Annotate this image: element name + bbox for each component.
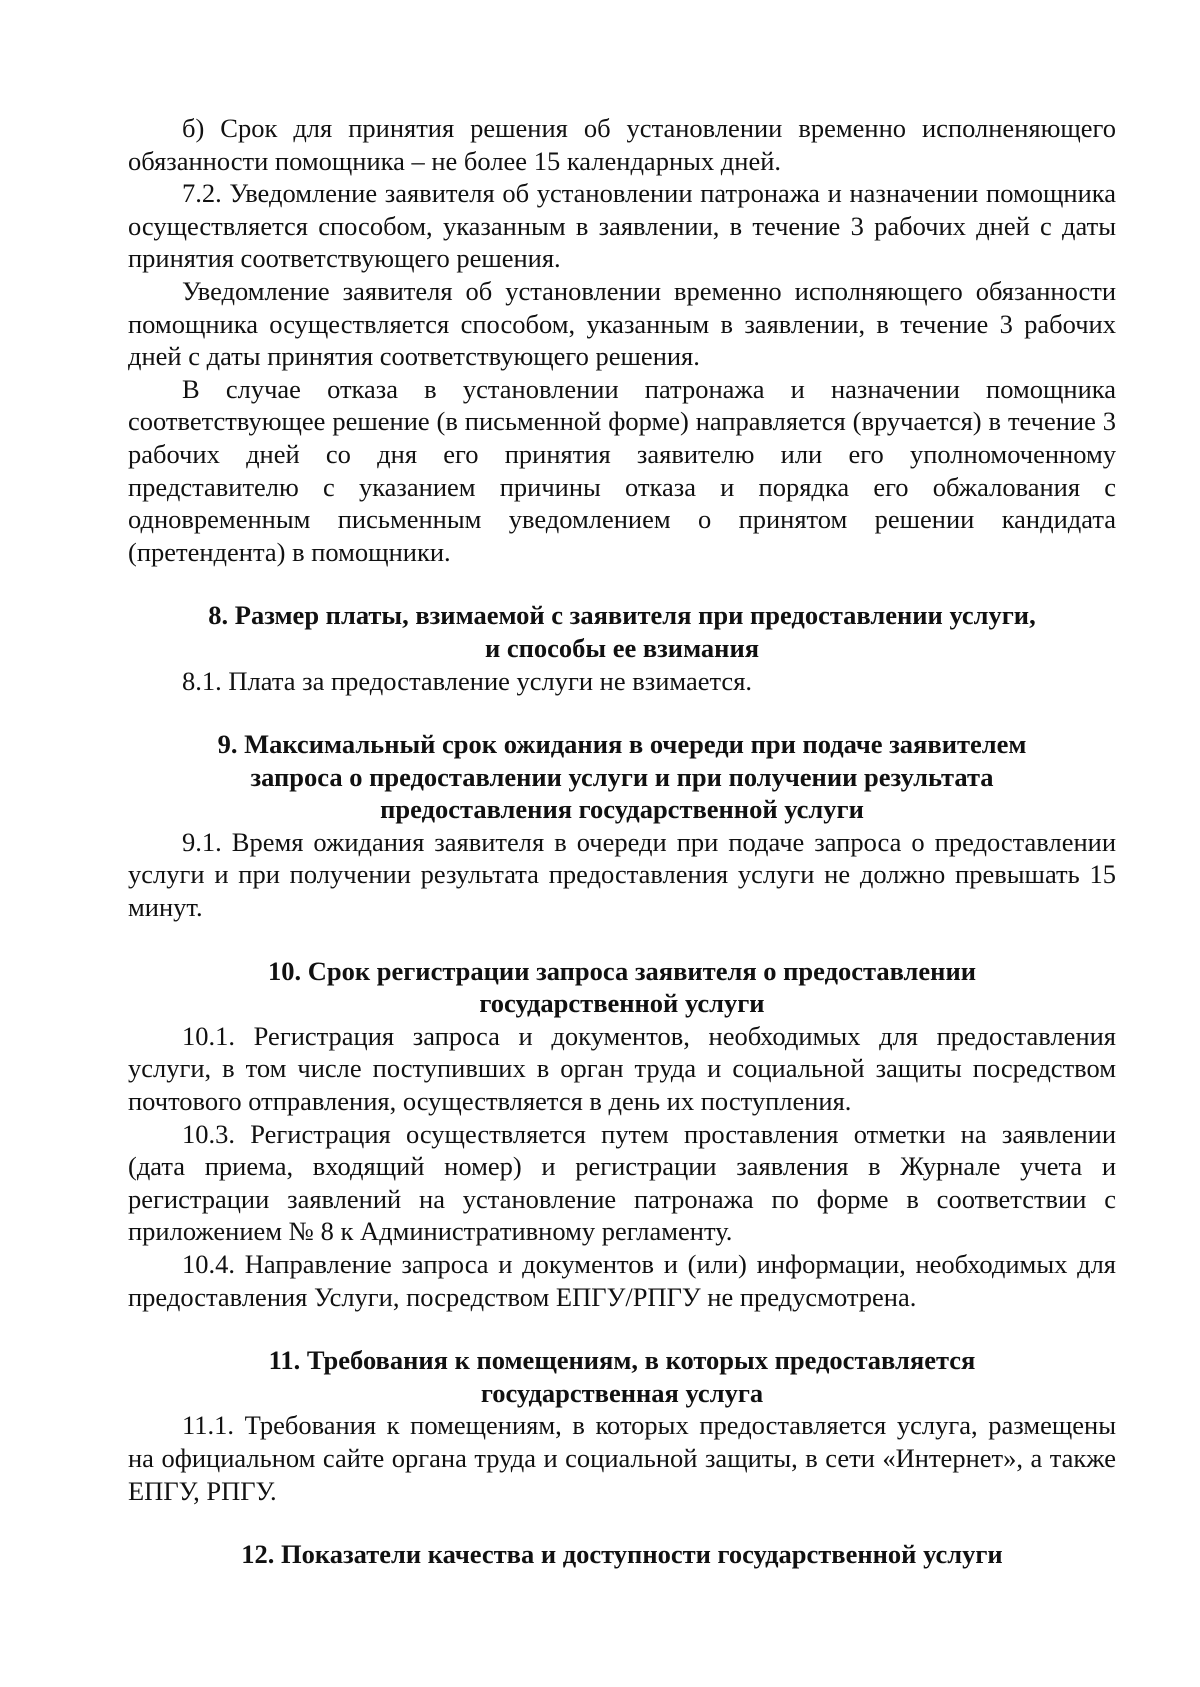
section-gap	[128, 1313, 1116, 1344]
paragraph-refusal: В случае отказа в установлении патронажа и назначении помощника соответствующее решение (в письменной форме) направляется (вручается) в течение 3 рабочих дней со дня его принятия заявителю или его уполномоченному представителю с указанием причины отказа и порядка его обжалования с одновременным письменным уведомлением о принятом решении кандидата (претендента) в помощники.	[128, 373, 1116, 567]
section-gap	[128, 697, 1116, 728]
section-gap	[128, 924, 1116, 955]
paragraph-11-1: 11.1. Требования к помещениям, в которых предоставляется услуга, размещены на официальном сайте органа труда и социальной защиты, в сети «Интернет», а также ЕПГУ, РПГУ.	[128, 1410, 1116, 1506]
paragraph-7-2: 7.2. Уведомление заявителя об установлении патронажа и назначении помощника осуществляется способом, указанным в заявлении, в течение 3 рабочих дней с даты принятия соответствующего решения.	[128, 178, 1116, 274]
paragraph-8-1: 8.1. Плата за предоставление услуги не взимается.	[182, 665, 753, 696]
paragraph-10-4: 10.4. Направление запроса и документов и (или) информации, необходимых для предоставления Услуги, посредством ЕПГУ/РПГУ не предусмотрена.	[128, 1249, 1116, 1312]
paragraph-10-1: 10.1. Регистрация запроса и документов, необходимых для предоставления услуги, в том числе поступивших в орган труда и социальной защиты посредством почтового отправления, осуществляется в день их поступления.	[128, 1020, 1116, 1117]
section-11-heading: 11. Требования к помещениям, в которых предоставляется государственная услуга	[268, 1345, 976, 1408]
paragraph-temp-notice: Уведомление заявителя об установлении временно исполняющего обязанности помощника осуществляется способом, указанным в заявлении, в течение 3 рабочих дней с даты принятия соответствующего решения.	[128, 275, 1116, 372]
section-9-heading: 9. Максимальный срок ожидания в очереди при подаче заявителем запроса о предоставлении услуги и при получении результата предоставления государственной услуги	[217, 729, 1027, 825]
section-gap	[128, 1507, 1116, 1538]
section-8-heading: 8. Размер платы, взимаемой с заявителя при предоставлении услуги, и способы ее взимания	[208, 600, 1036, 663]
section-12-heading: 12. Показатели качества и доступности государственной услуги	[241, 1539, 1003, 1570]
section-10-heading: 10. Срок регистрации запроса заявителя о предоставлении государственной услуги	[268, 955, 976, 1019]
paragraph-9-1: 9.1. Время ожидания заявителя в очереди при подаче запроса о предоставлении услуги и при получении результата предоставления услуги не должно превышать 15 минут.	[128, 826, 1116, 923]
paragraph-6b: б) Срок для принятия решения об установлении временно исполненяющего обязанности помощника – не более 15 календарных дней.	[128, 113, 1116, 176]
paragraph-10-3: 10.3. Регистрация осуществляется путем проставления отметки на заявлении (дата приема, входящий номер) и регистрации заявления в Журнале учета и регистрации заявлений на установление патронажа по форме в соответствии с приложением № 8 к Административному регламенту.	[128, 1118, 1116, 1247]
section-gap	[128, 568, 1116, 599]
document-body	[128, 112, 1116, 1571]
